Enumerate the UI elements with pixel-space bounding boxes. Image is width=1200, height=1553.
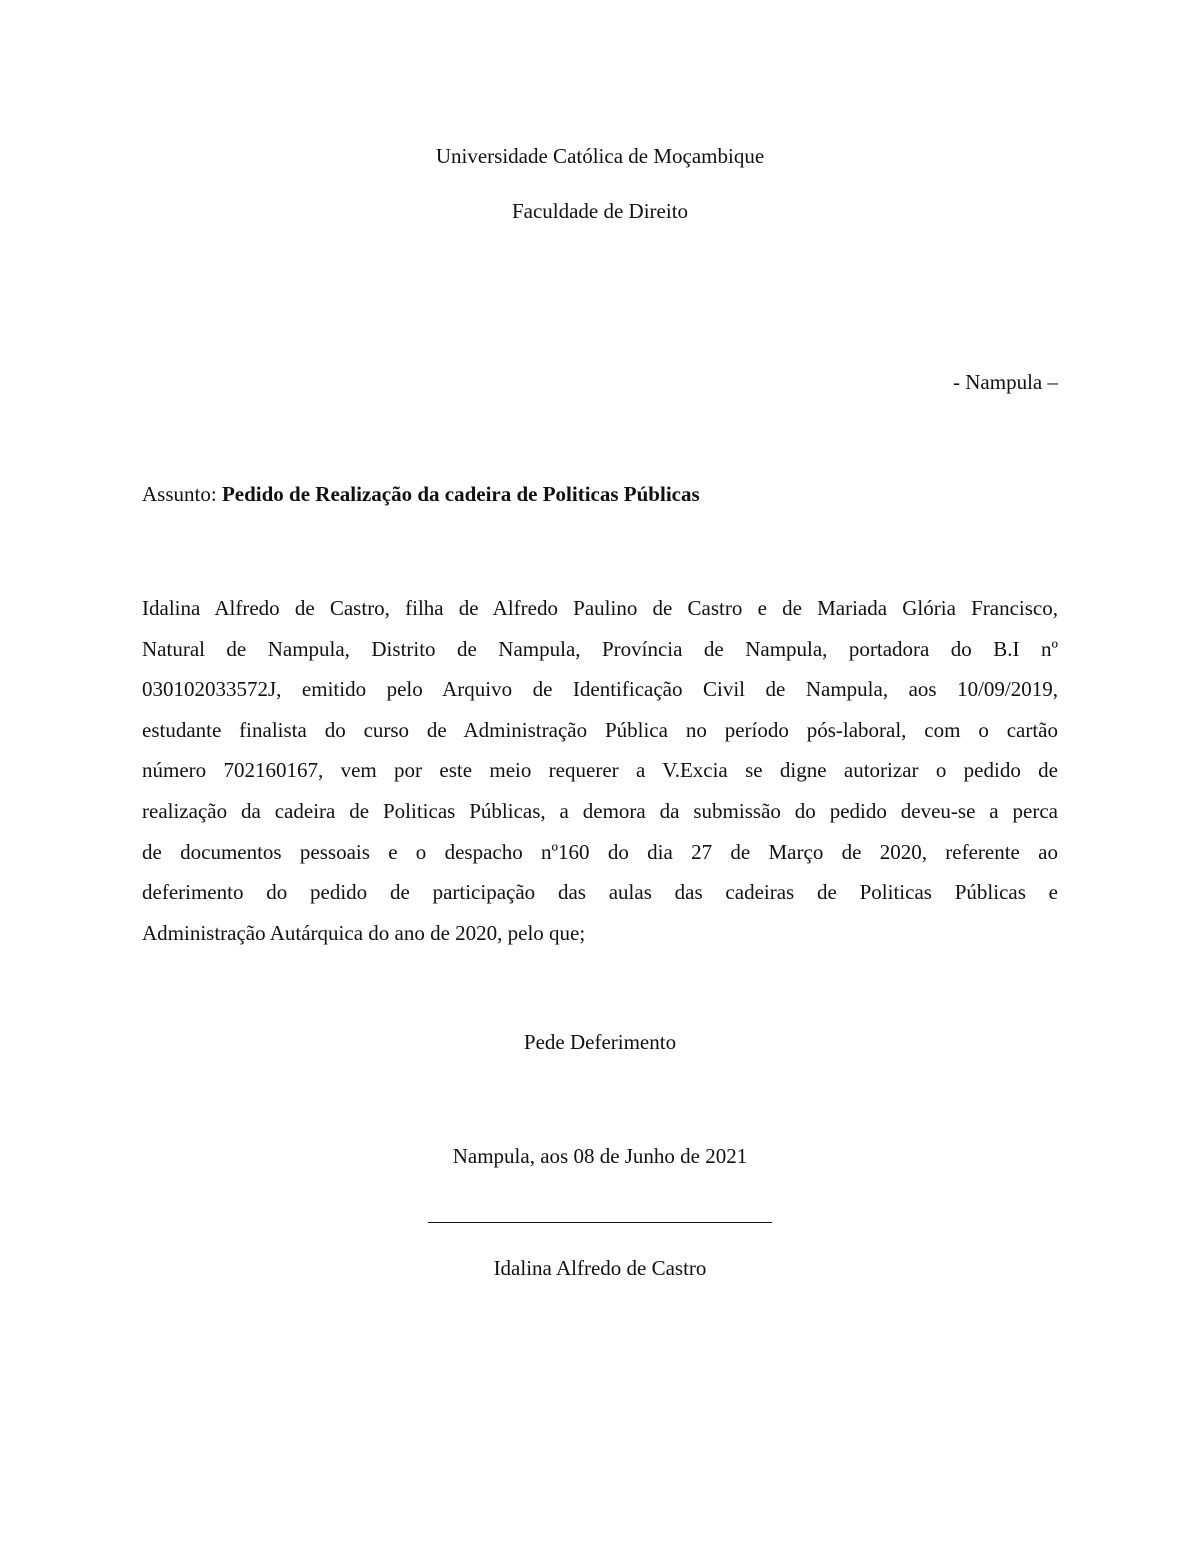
body-line: número 702160167, vem por este meio requerer a V.Excia se digne autorizar o pedido de: [142, 758, 1058, 783]
body-line: Natural de Nampula, Distrito de Nampula, Província de Nampula, portadora do B.I nº: [142, 636, 1058, 661]
body-line: de documentos pessoais e o despacho nº160 do dia 27 de Março de 2020, referente ao: [142, 839, 1058, 864]
body-line: 030102033572J, emitido pelo Arquivo de Identificação Civil de Nampula, aos 10/09/2019,: [142, 677, 1058, 702]
body-line: Administração Autárquica do ano de 2020, pelo que;: [142, 920, 586, 945]
university-name: Universidade Católica de Moçambique: [435, 144, 765, 168]
body-line: Idalina Alfredo de Castro, filha de Alfredo Paulino de Castro e de Mariada Glória Francisco,: [142, 596, 1058, 620]
location-heading: - Nampula –: [953, 370, 1058, 394]
subject-line: [142, 480, 700, 508]
closing-phrase: Pede Deferimento: [523, 1030, 677, 1054]
date-line: Nampula, aos 08 de Junho de 2021: [452, 1144, 748, 1168]
body-line: estudante finalista do curso de Administração Pública no período pós-laboral, com o cartão: [142, 717, 1058, 742]
request-body: [142, 588, 1058, 953]
faculty-name: Faculdade de Direito: [511, 199, 689, 223]
subject-title: Pedido de Realização da cadeira de Politicas Públicas: [221, 482, 700, 506]
signatory-name: Idalina Alfredo de Castro: [493, 1256, 707, 1280]
signature-line: [428, 1222, 772, 1223]
body-line: deferimento do pedido de participação das aulas das cadeiras de Politicas Públicas e: [142, 880, 1058, 905]
subject-label: Assunto:: [142, 482, 217, 506]
body-line: realização da cadeira de Politicas Públicas, a demora da submissão do pedido deveu-se a perca: [142, 798, 1058, 823]
